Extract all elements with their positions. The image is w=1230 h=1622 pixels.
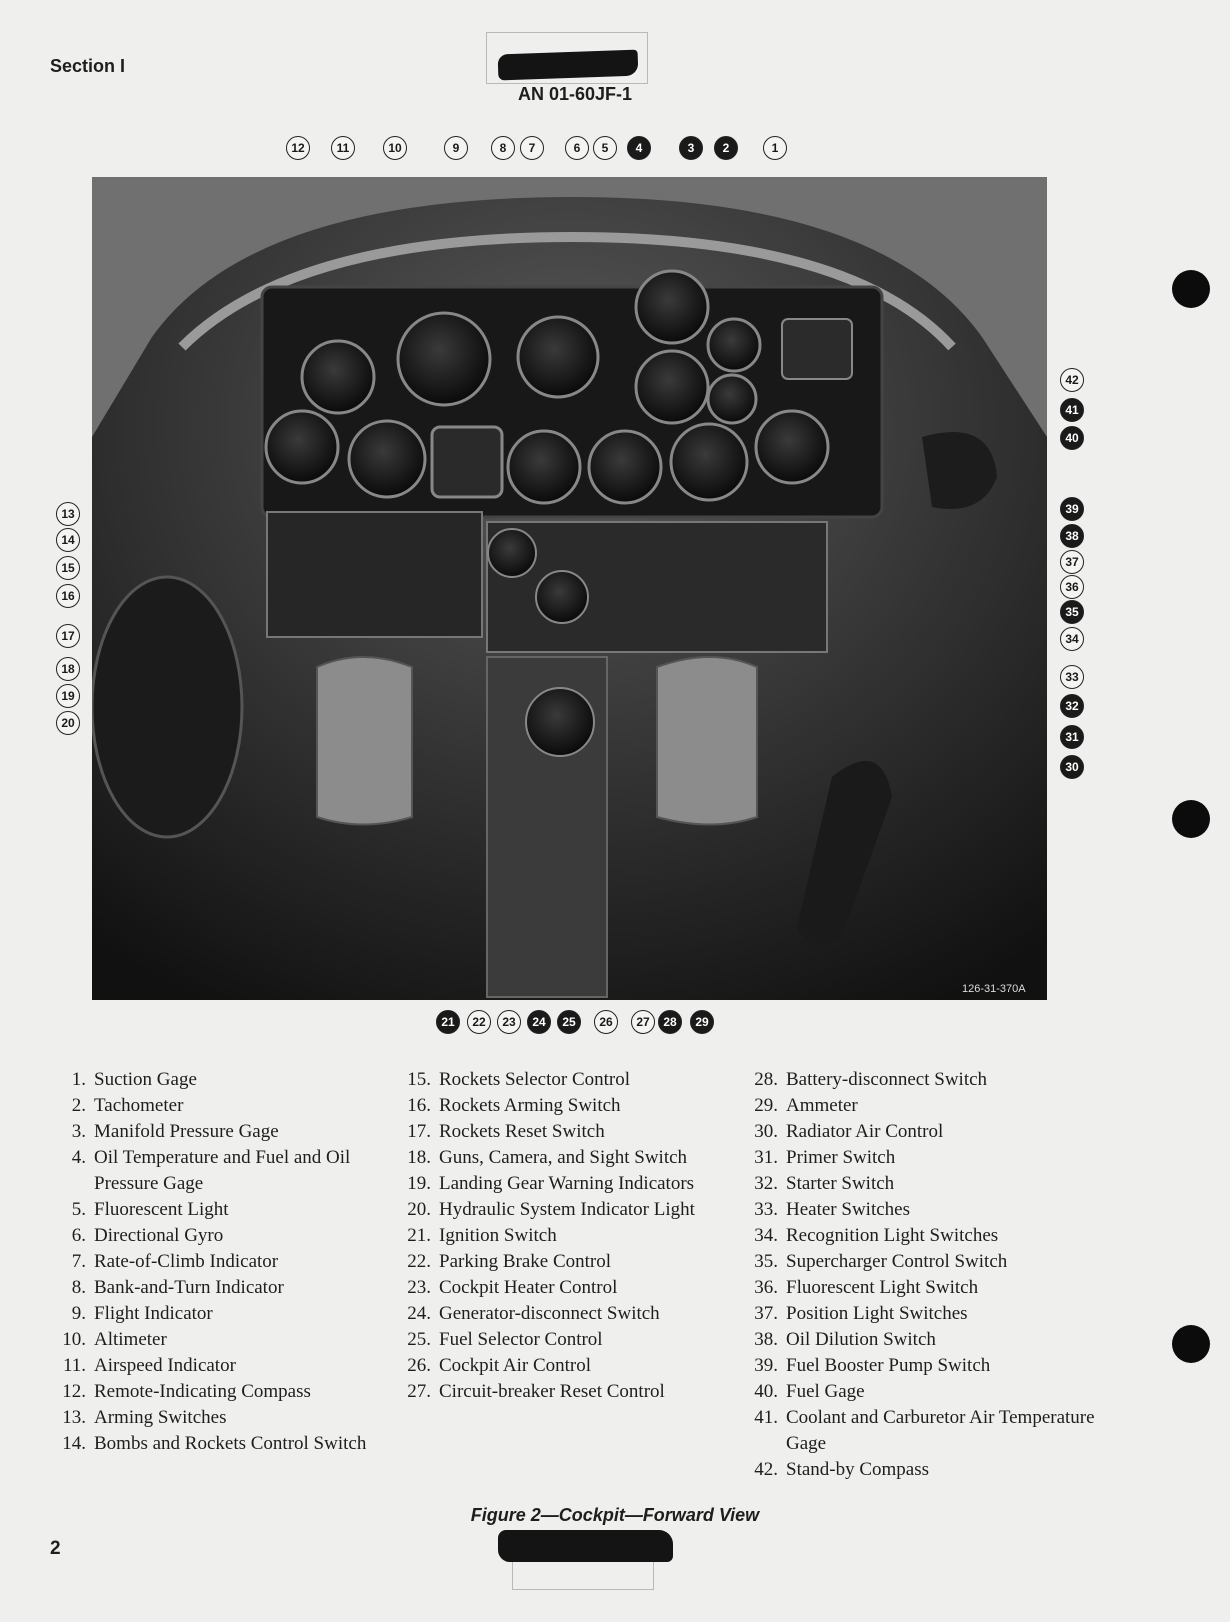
cockpit-illustration [92,177,1047,1000]
legend-number: 14. [62,1433,86,1454]
redaction-mark [498,1530,673,1562]
figure-caption: Figure 2—Cockpit—Forward View [470,1505,760,1525]
legend-number: 24. [407,1303,431,1324]
legend-text: Fluorescent Light Switch [786,1277,979,1298]
legend-number: 7. [71,1251,86,1272]
page-number: 2 [50,1538,61,1559]
legend-number: 22. [407,1251,431,1272]
legend-item [48,1405,388,1431]
legend-item [48,1197,388,1223]
legend-item [393,1275,733,1301]
legend-number: 2. [71,1095,86,1116]
figure-id-tag: 126-31-370A [962,983,1026,995]
legend-text: Parking Brake Control [439,1251,612,1272]
legend-number: 23. [407,1277,431,1298]
legend-text: Oil Temperature and Fuel and Oil Pressure Gage [94,1147,351,1194]
legend-number: 40. [754,1381,778,1402]
callout-42: 42 [1060,368,1084,392]
legend-item [393,1145,733,1171]
legend-number: 36. [754,1277,778,1298]
legend-number: 3. [71,1121,86,1142]
document-number: AN 01-60JF-1 [517,84,633,104]
legend-text: Remote-Indicating Compass [94,1381,311,1402]
callout-32: 32 [1060,694,1084,718]
legend-text: Supercharger Control Switch [786,1251,1008,1272]
legend-number: 8. [71,1277,86,1298]
legend-text: Circuit-breaker Reset Control [439,1381,665,1402]
callout-9: 9 [444,136,468,160]
legend-text: Cockpit Heater Control [439,1277,618,1298]
callout-28: 28 [658,1010,682,1034]
legend-text: Starter Switch [786,1173,895,1194]
legend-number: 21. [407,1225,431,1246]
callout-19: 19 [56,684,80,708]
legend-number: 26. [407,1355,431,1376]
legend-item [740,1171,1120,1197]
callout-24: 24 [527,1010,551,1034]
legend-item [740,1327,1120,1353]
callout-8: 8 [491,136,515,160]
legend-text: Stand-by Compass [786,1459,930,1480]
legend-item [393,1249,733,1275]
callout-36: 36 [1060,575,1084,599]
callout-20: 20 [56,711,80,735]
legend-text: Bank-and-Turn Indicator [94,1277,284,1298]
legend-item [48,1275,388,1301]
legend-text: Battery-disconnect Switch [786,1069,988,1090]
callout-16: 16 [56,584,80,608]
legend-item [740,1093,1120,1119]
legend-item [740,1457,1120,1483]
callout-29: 29 [690,1010,714,1034]
callout-4: 4 [627,136,651,160]
legend-text: Ammeter [786,1095,858,1116]
legend-item [740,1249,1120,1275]
legend-text: Tachometer [94,1095,184,1116]
legend-number: 13. [62,1407,86,1428]
binder-hole [1172,800,1210,838]
legend-item [740,1405,1120,1457]
legend-text: Rockets Arming Switch [439,1095,621,1116]
legend-text: Suction Gage [94,1069,197,1090]
callout-13: 13 [56,502,80,526]
legend-number: 32. [754,1173,778,1194]
legend-item [48,1093,388,1119]
legend-item [393,1327,733,1353]
callout-11: 11 [331,136,355,160]
binder-hole [1172,270,1210,308]
legend-number: 38. [754,1329,778,1350]
callout-30: 30 [1060,755,1084,779]
legend-number: 31. [754,1147,778,1168]
legend-item [393,1093,733,1119]
legend-text: Bombs and Rockets Control Switch [94,1433,367,1454]
legend-item [48,1379,388,1405]
legend-column-2 [393,1067,733,1405]
legend-item [48,1327,388,1353]
legend-item [393,1119,733,1145]
callout-35: 35 [1060,600,1084,624]
legend-item [48,1431,388,1457]
legend-text: Oil Dilution Switch [786,1329,936,1350]
legend-item [393,1067,733,1093]
legend-item [48,1223,388,1249]
legend-item [393,1197,733,1223]
legend-item [740,1223,1120,1249]
legend-item [48,1249,388,1275]
legend-item [740,1275,1120,1301]
legend-text: Fuel Gage [786,1381,865,1402]
callout-3: 3 [679,136,703,160]
callout-21: 21 [436,1010,460,1034]
legend-text: Directional Gyro [94,1225,224,1246]
legend-item [393,1171,733,1197]
legend-item [48,1145,388,1197]
legend-number: 28. [754,1069,778,1090]
legend-number: 42. [754,1459,778,1480]
callout-38: 38 [1060,524,1084,548]
legend-text: Manifold Pressure Gage [94,1121,279,1142]
legend-number: 17. [407,1121,431,1142]
legend-text: Recognition Light Switches [786,1225,999,1246]
legend-number: 34. [754,1225,778,1246]
callout-1: 1 [763,136,787,160]
legend-text: Guns, Camera, and Sight Switch [439,1147,688,1168]
binder-hole [1172,1325,1210,1363]
callout-22: 22 [467,1010,491,1034]
legend-text: Generator-disconnect Switch [439,1303,660,1324]
legend-text: Fuel Selector Control [439,1329,603,1350]
callout-27: 27 [631,1010,655,1034]
legend-item [393,1301,733,1327]
legend-item [48,1301,388,1327]
callout-18: 18 [56,657,80,681]
section-label: Section I [50,56,126,76]
legend-text: Cockpit Air Control [439,1355,591,1376]
legend-number: 4. [71,1147,86,1168]
legend-text: Radiator Air Control [786,1121,944,1142]
legend-text: Primer Switch [786,1147,896,1168]
legend-item [740,1197,1120,1223]
legend-text: Fluorescent Light [94,1199,229,1220]
callout-10: 10 [383,136,407,160]
legend-number: 27. [407,1381,431,1402]
legend-text: Heater Switches [786,1199,910,1220]
legend-item [48,1353,388,1379]
legend-item [740,1301,1120,1327]
legend-number: 18. [407,1147,431,1168]
callout-39: 39 [1060,497,1084,521]
legend-number: 12. [62,1381,86,1402]
callout-15: 15 [56,556,80,580]
legend-text: Flight Indicator [94,1303,213,1324]
legend-text: Rockets Reset Switch [439,1121,605,1142]
legend-number: 37. [754,1303,778,1324]
legend-text: Rate-of-Climb Indicator [94,1251,279,1272]
legend-number: 16. [407,1095,431,1116]
legend-number: 10. [62,1329,86,1350]
legend-number: 19. [407,1173,431,1194]
legend-text: Ignition Switch [439,1225,557,1246]
callout-17: 17 [56,624,80,648]
callout-34: 34 [1060,627,1084,651]
callout-41: 41 [1060,398,1084,422]
legend-item [48,1067,388,1093]
redaction-mark [498,50,639,81]
legend-text: Rockets Selector Control [439,1069,631,1090]
legend-item [740,1067,1120,1093]
legend-number: 30. [754,1121,778,1142]
callout-33: 33 [1060,665,1084,689]
legend-number: 33. [754,1199,778,1220]
callout-37: 37 [1060,550,1084,574]
callout-7: 7 [520,136,544,160]
legend-text: Position Light Switches [786,1303,968,1324]
legend-number: 11. [62,1355,86,1376]
legend-text: Arming Switches [94,1407,227,1428]
callout-12: 12 [286,136,310,160]
callout-2: 2 [714,136,738,160]
legend-text: Altimeter [94,1329,167,1350]
legend-text: Landing Gear Warning Indicators [439,1173,695,1194]
legend-number: 9. [71,1303,86,1324]
callout-31: 31 [1060,725,1084,749]
legend-item [393,1223,733,1249]
legend-number: 6. [71,1225,86,1246]
legend-number: 5. [71,1199,86,1220]
legend-text: Coolant and Carburetor Air Temperature Gage [786,1407,1095,1454]
legend-number: 25. [407,1329,431,1350]
legend-item [740,1119,1120,1145]
legend-item [740,1379,1120,1405]
legend-item [48,1119,388,1145]
legend-item [740,1145,1120,1171]
cockpit-photo [92,177,1047,1000]
legend-number: 20. [407,1199,431,1220]
legend-item [393,1379,733,1405]
legend-column-3 [740,1067,1120,1483]
legend-item [740,1353,1120,1379]
legend-item [393,1353,733,1379]
legend-column-1 [48,1067,388,1457]
callout-40: 40 [1060,426,1084,450]
legend-number: 41. [754,1407,778,1428]
callout-5: 5 [593,136,617,160]
callout-14: 14 [56,528,80,552]
legend-number: 39. [754,1355,778,1376]
callout-23: 23 [497,1010,521,1034]
legend-number: 35. [754,1251,778,1272]
legend-number: 1. [71,1069,86,1090]
legend-text: Fuel Booster Pump Switch [786,1355,991,1376]
legend-number: 29. [754,1095,778,1116]
legend-text: Hydraulic System Indicator Light [439,1199,695,1220]
callout-26: 26 [594,1010,618,1034]
callout-25: 25 [557,1010,581,1034]
callout-6: 6 [565,136,589,160]
legend-text: Airspeed Indicator [94,1355,236,1376]
legend-number: 15. [407,1069,431,1090]
